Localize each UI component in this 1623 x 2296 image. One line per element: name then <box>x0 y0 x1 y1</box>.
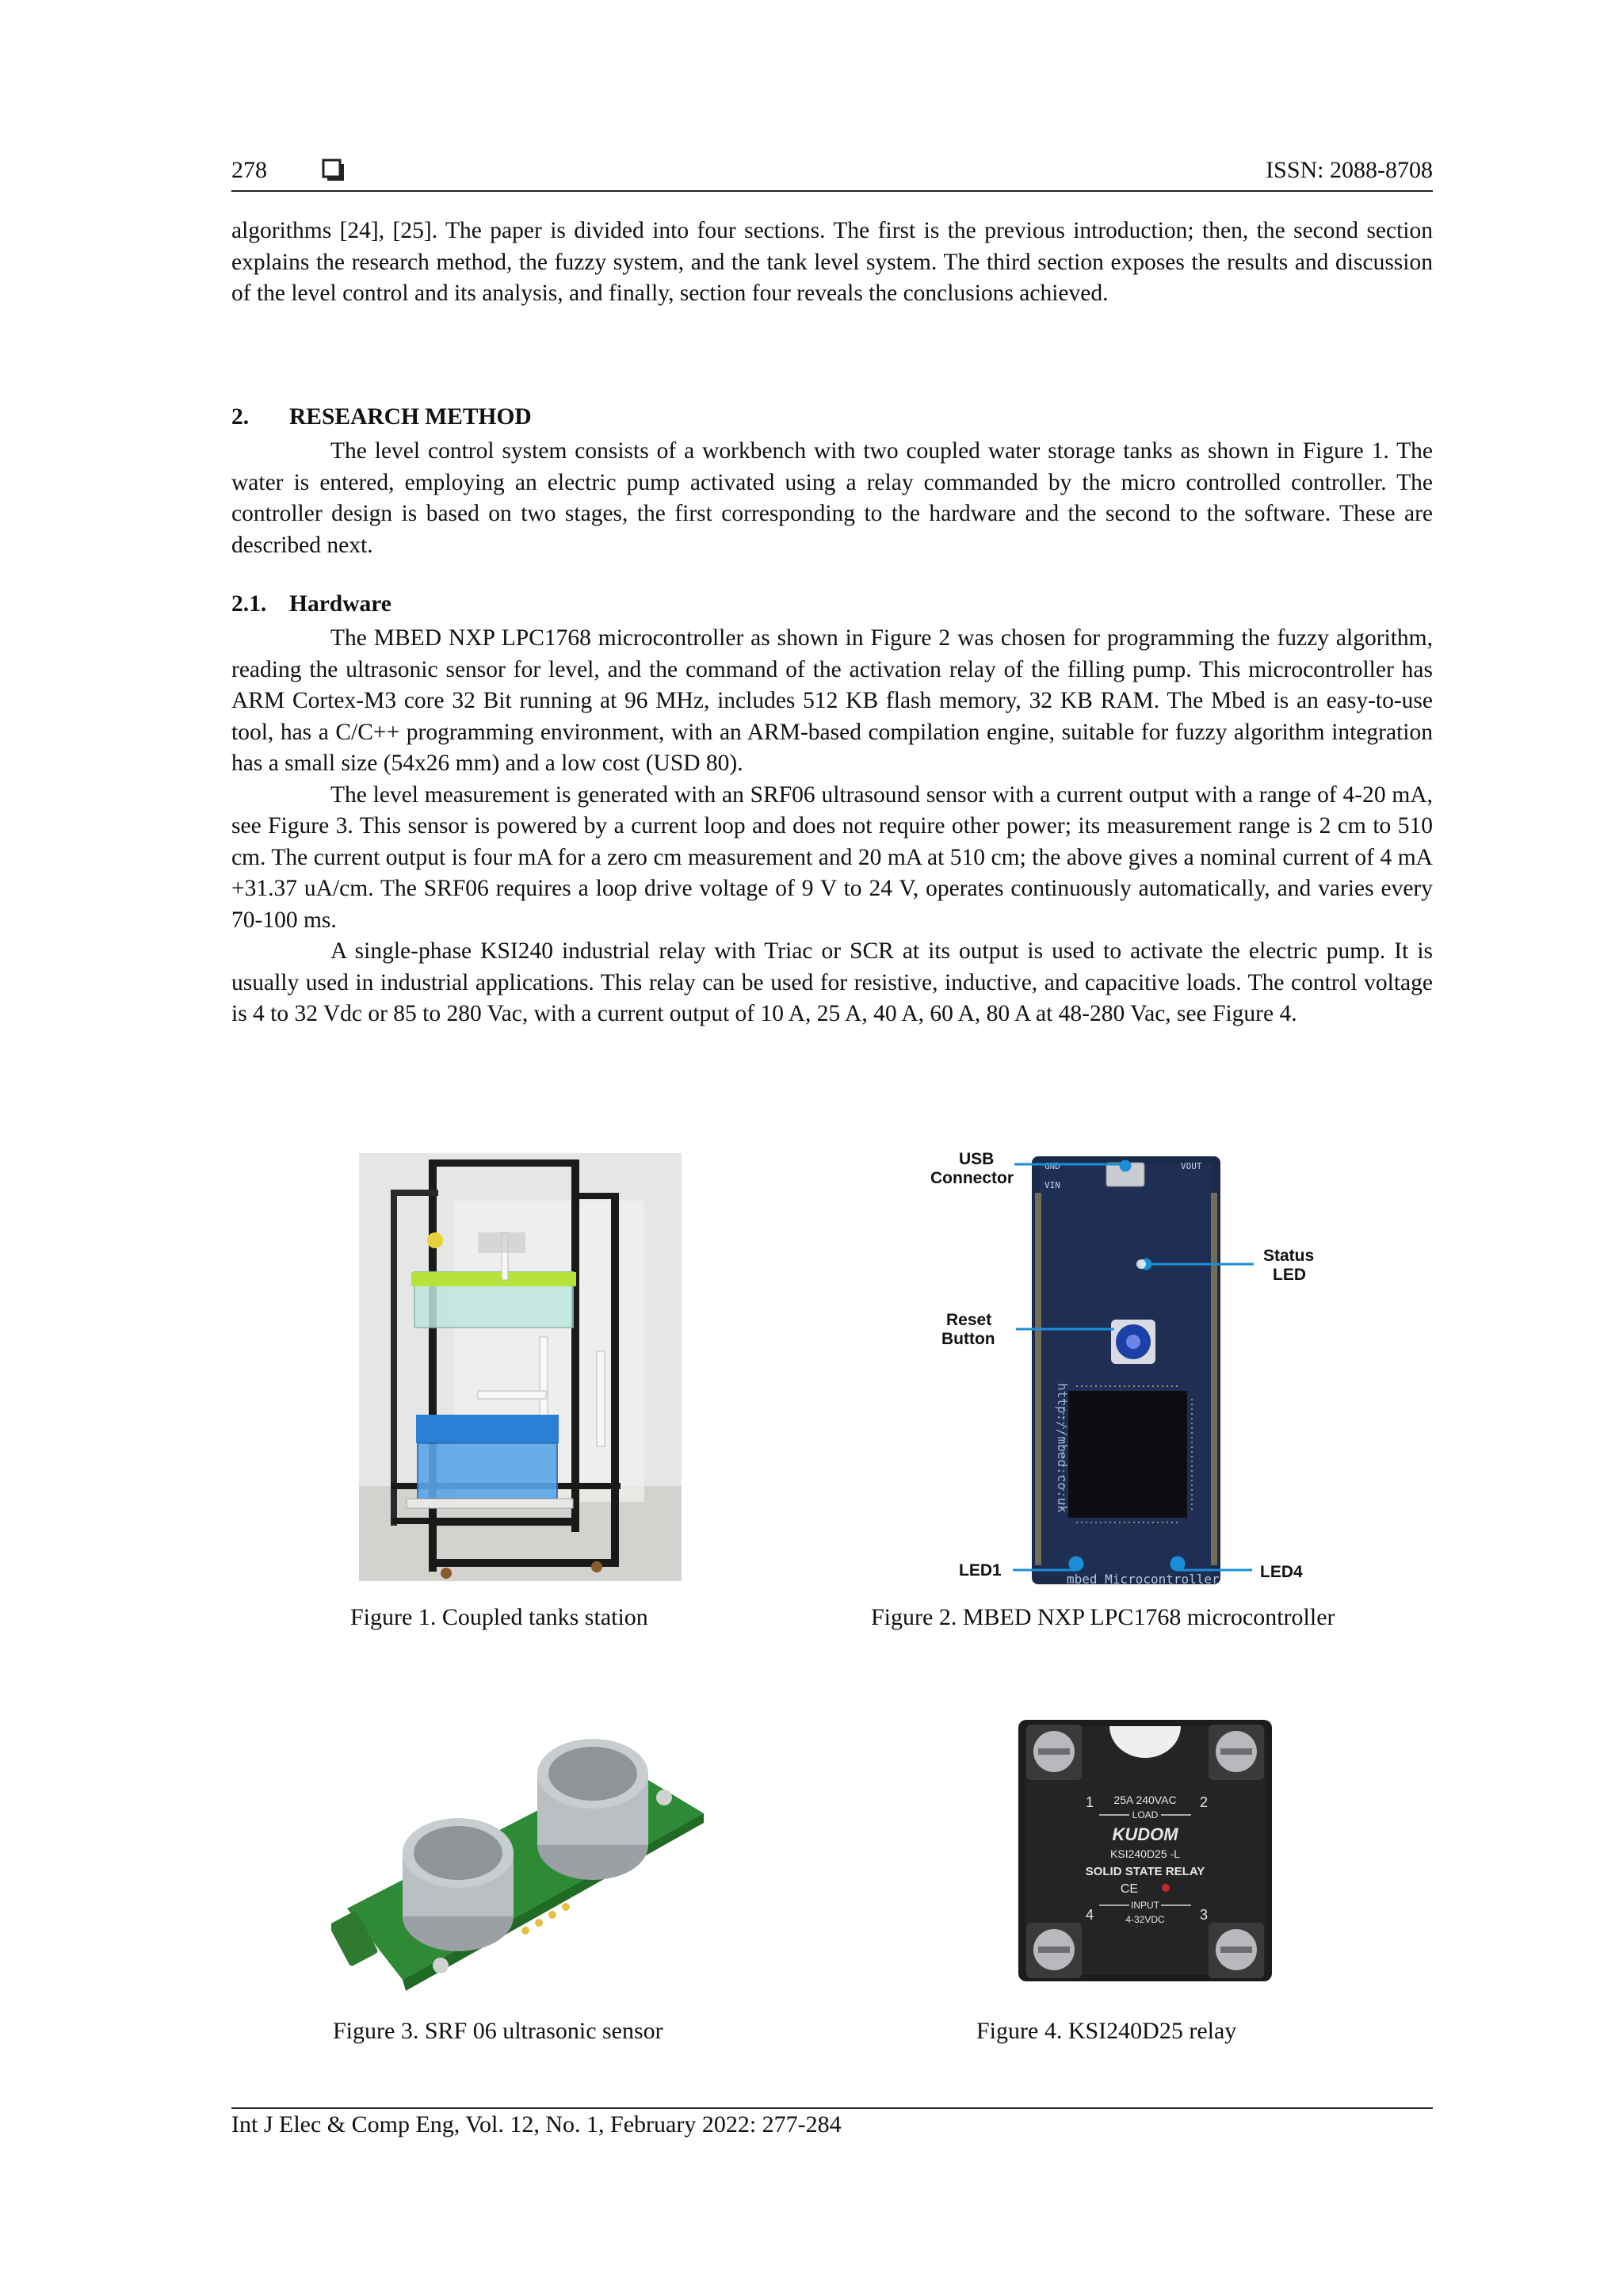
subsection-heading <box>231 591 391 617</box>
terminal-2-label: 2 <box>1199 1794 1209 1810</box>
reset-button-label-line1: Reset <box>946 1311 992 1329</box>
status-led-label-line2: LED <box>1273 1266 1306 1284</box>
subsection-number: 2.1. <box>231 591 267 617</box>
relay-input-label: INPUT <box>1131 1900 1159 1911</box>
section-heading <box>231 404 532 430</box>
terminal-4-label: 4 <box>1085 1907 1094 1923</box>
relay-model: KSI240D25 -L <box>1110 1847 1180 1860</box>
subsection-title: Hardware <box>289 591 391 617</box>
issn: ISSN: 2088-8708 <box>1266 157 1433 183</box>
figure-2-mbed-diagram <box>927 1145 1323 1589</box>
led4-label: LED4 <box>1260 1563 1303 1581</box>
pin-vout-label: VOUT <box>1181 1161 1202 1171</box>
paragraph-mbed: The MBED NXP LPC1768 microcontroller as shown in Figure 2 was chosen for programming the fuzzy algorithm, reading the ultrasonic sensor for level, and the command of the activation relay of the filling pump. This microcontroller has ARM Cortex-M3 core 32 Bit running at 96 MHz, includes 512 KB flash memory, 32 KB RAM. The Mbed is an easy-to-use tool, has a C/C++ programming environment, with an ARM-based compilation engine, suitable for fuzzy algorithm integration has a small size (54x26 mm) and a low cost (USD 80). <box>231 625 1433 776</box>
figure-2-caption: Figure 2. MBED NXP LPC1768 microcontroller <box>871 1604 1335 1630</box>
figure-1-caption: Figure 1. Coupled tanks station <box>350 1604 648 1630</box>
section-number: 2. <box>231 404 250 430</box>
pin-gnd-label: GND <box>1044 1161 1060 1171</box>
led1-label: LED1 <box>959 1561 1002 1580</box>
status-led-label-line1: Status <box>1263 1247 1315 1265</box>
checkbox-square-icon <box>322 159 346 182</box>
relay-brand: KUDOM <box>1112 1824 1178 1844</box>
board-bottom-text: mbed Microcontroller <box>1067 1572 1220 1587</box>
hardware-paragraphs <box>231 623 1433 1030</box>
section-title: RESEARCH METHOD <box>289 404 532 430</box>
relay-led-icon <box>1162 1884 1170 1892</box>
relay-load-label: LOAD <box>1132 1809 1159 1820</box>
reset-button-label-line2: Button <box>941 1330 995 1348</box>
paragraph-relay: A single-phase KSI240 industrial relay with Triac or SCR at its output is used to activate the electric pump. It is usually used in industrial applications. This relay can be used for resistive, inductive, and capacitive loads. The control voltage is 4 to 32 Vdc or 85 to 280 Vac, with a current output of 10 A, 25 A, 40 A, 60 A, 80 A at 48-280 Vac, see Figure 4. <box>231 938 1433 1026</box>
figure-3-sensor-photo <box>331 1718 720 2004</box>
section-paragraph: The level control system consists of a workbench with two coupled water storage tanks as shown in Figure 1. The water is entered, employing an electric pump activated using a relay commanded by the micro controlled controller. The controller design is based on two stages, the first corresponding to the hardware and the second to the software. These are described next. <box>231 438 1433 558</box>
board-url-text: http://mbed.co.uk <box>1055 1383 1070 1513</box>
usb-label-line2: Connector <box>930 1169 1014 1187</box>
figure-4-caption: Figure 4. KSI240D25 relay <box>976 2018 1237 2044</box>
figure-4-relay-photo <box>1010 1712 1280 1989</box>
footer-rule <box>231 2107 1433 2109</box>
pin-vin-label: VIN <box>1044 1180 1060 1190</box>
footer-citation: Int J Elec & Comp Eng, Vol. 12, No. 1, February 2022: 277-284 <box>231 2111 842 2137</box>
terminal-1-label: 1 <box>1085 1794 1094 1810</box>
relay-rating: 25A 240VAC <box>1113 1794 1177 1806</box>
figure-3-caption: Figure 3. SRF 06 ultrasonic sensor <box>333 2018 663 2044</box>
relay-type: SOLID STATE RELAY <box>1085 1865 1205 1878</box>
terminal-3-label: 3 <box>1199 1907 1209 1923</box>
usb-label-line1: USB <box>959 1150 995 1168</box>
paragraph-sensor: The level measurement is generated with an SRF06 ultrasound sensor with a current output with a range of 4-20 mA, see Figure 3. This sensor is powered by a current loop and does not require other power; its measurement range is 2 cm to 510 cm. The current output is four mA for a zero cm measurement and 20 mA at 510 cm; the above gives a nominal current of 4 mA +31.37 uA/cm. The SRF06 requires a loop drive voltage of 9 V to 24 V, operates continuously automatically, and varies every 70-100 ms. <box>231 781 1433 933</box>
page-header <box>231 155 1433 192</box>
relay-cert-mark: CE <box>1120 1882 1139 1896</box>
figure-1-tanks-photo <box>359 1153 682 1581</box>
page-number: 278 <box>231 157 267 183</box>
relay-input-range: 4-32VDC <box>1125 1914 1165 1925</box>
intro-paragraph: algorithms [24], [25]. The paper is divided into four sections. The first is the previous introduction; then, the second section explains the research method, the fuzzy system, and the tank level system. The third section exposes the results and discussion of the level control and its analysis, and finally, section four reveals the conclusions achieved. <box>231 218 1433 306</box>
